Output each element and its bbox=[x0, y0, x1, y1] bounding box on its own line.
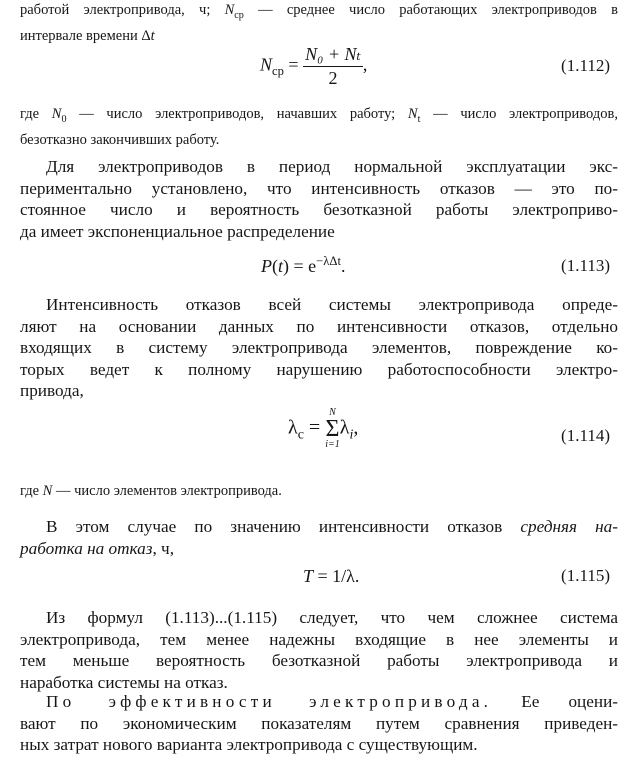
equation-number: (1.112) bbox=[561, 56, 610, 75]
formula: $\lambda_c$ = N Σ i=1 $\lambda_i$, bbox=[288, 407, 359, 450]
text-line: торых ведет к полному нарушению работоспособности электро- bbox=[20, 359, 618, 379]
equation-1-114 bbox=[20, 408, 618, 464]
text-line: Из формул (1.113)...(1.115) следует, что чем сложнее система bbox=[46, 608, 618, 627]
formula: $N_{ср}$ = $\frac{\text{N₀ + Nₜ}}{2}$ , bbox=[260, 44, 368, 88]
text-line: где $N_0$ — число электроприводов, начавших работу; $N_t$ — число электроприводов, bbox=[20, 106, 618, 125]
text-line: По эффективности электропривода. Ее оцени- bbox=[46, 692, 618, 711]
text-line: где N — число элементов электропривода. bbox=[20, 483, 282, 499]
summation-sign: N Σ i=1 bbox=[325, 407, 340, 450]
text-line: Интенсивность отказов всей системы электропривода опреде- bbox=[46, 295, 618, 314]
paragraph-4 bbox=[20, 607, 618, 693]
paragraph-1 bbox=[20, 156, 618, 242]
text-line: периментально установлено, что интенсивность отказов — это по- bbox=[20, 178, 618, 198]
text-line: В этом случае по значению интенсивности отказов средняя на- bbox=[46, 517, 618, 536]
text-line: вают по экономическим показателям путем сравнения приведен- bbox=[20, 713, 618, 733]
paragraph-2 bbox=[20, 294, 618, 402]
equation-1-112 bbox=[20, 44, 618, 92]
text-line: стоянное число и вероятность безотказной работы электроприво- bbox=[20, 200, 618, 219]
text-line: наработка системы на отказ. bbox=[20, 672, 228, 692]
text-line: привода, bbox=[20, 381, 84, 400]
text-line: ляют на основании данных по интенсивности отказов, отдельно bbox=[20, 316, 618, 336]
text-line: интервале времени Δt bbox=[20, 27, 155, 44]
text-line: электропривода, тем менее надежны входящие в нее элементы и bbox=[20, 629, 618, 649]
text-line: безотказно закончивших работу. bbox=[20, 131, 220, 148]
where-clause bbox=[20, 481, 618, 501]
equation-number: (1.114) bbox=[561, 426, 610, 445]
text-line: тем меньше вероятность безотказной работы электропривода и bbox=[20, 651, 618, 670]
formula: T = 1/λ. bbox=[303, 566, 360, 586]
text-line: ных затрат нового варианта электропривода с существующим. bbox=[20, 735, 478, 754]
text-line: да имеет экспоненциальное распределение bbox=[20, 221, 335, 241]
text-line: работой электропривода, ч; $N_{ср}$ — среднее число работающих электроприводов в bbox=[20, 2, 618, 21]
where-clause bbox=[20, 104, 618, 150]
paragraph-3 bbox=[20, 516, 618, 559]
equation-number: (1.113) bbox=[561, 256, 610, 275]
text-line: входящих в систему электропривода элементов, повреждение ко- bbox=[20, 338, 618, 357]
intro-paragraph bbox=[20, 0, 618, 46]
paragraph-5 bbox=[20, 691, 618, 756]
formula: $P(t) = e^{-\lambda\Delta t}$. bbox=[261, 254, 346, 276]
fraction: $\frac{\text{N₀ + Nₜ}}{2}$ bbox=[305, 44, 361, 88]
text-line: Для электроприводов в период нормальной эксплуатации экс- bbox=[46, 157, 618, 176]
equation-number: (1.115) bbox=[561, 566, 610, 585]
text-line: работка на отказ, ч, bbox=[20, 538, 174, 558]
spaced-heading: По эффективности электропривода. bbox=[46, 692, 493, 711]
